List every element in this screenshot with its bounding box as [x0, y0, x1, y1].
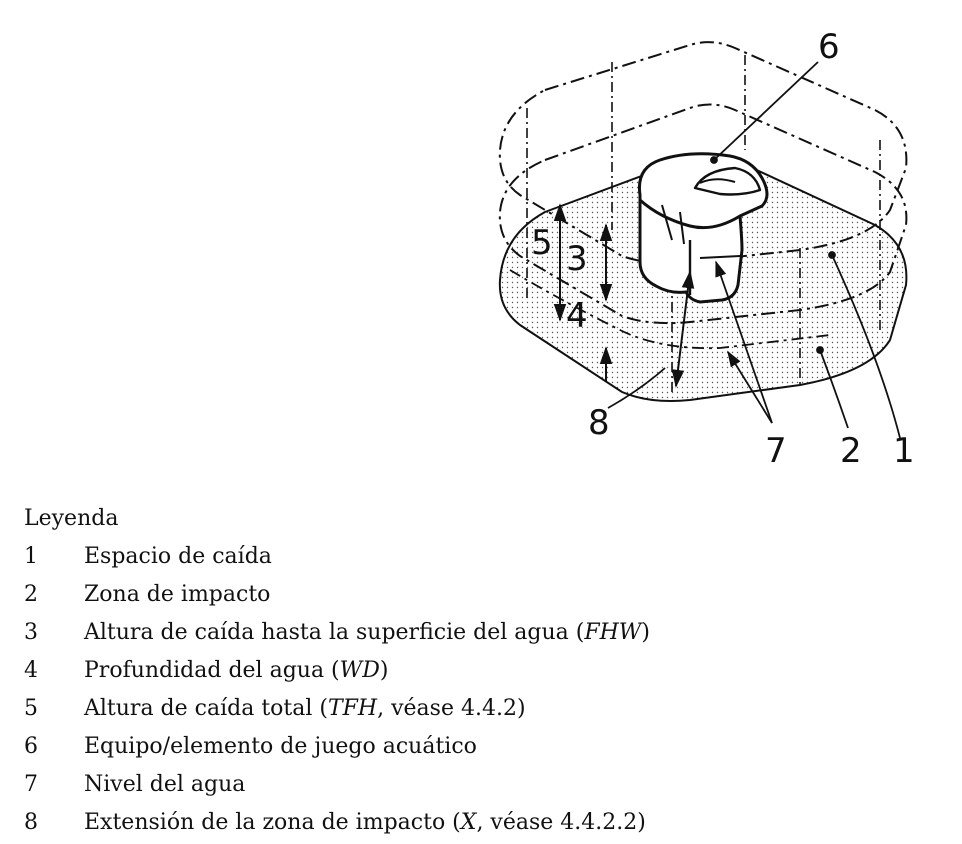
- legend-item-abbreviation: TFH: [327, 696, 378, 721]
- legend-item-abbreviation: FHW: [584, 620, 642, 645]
- legend-item-text: [84, 576, 944, 614]
- legend-item-text-part: Espacio de caída: [84, 544, 272, 569]
- legend-item-number: 3: [24, 620, 38, 645]
- legend-item: [24, 576, 944, 614]
- legend-item-text-part: Extensión de la zona de impacto (: [84, 810, 461, 835]
- legend-item: [24, 728, 944, 766]
- callout-1: 1: [893, 431, 915, 471]
- legend-item-text: [84, 538, 944, 576]
- legend-item: [24, 614, 944, 652]
- legend-item-text: [84, 728, 944, 766]
- legend-item-text: [84, 652, 944, 690]
- legend-item-text-part: , véase 4.4.2): [377, 696, 526, 721]
- legend-item-number: 1: [24, 544, 38, 569]
- callout-5: 5: [531, 223, 553, 263]
- callout-3: 3: [566, 239, 588, 279]
- legend-item-text-part: Altura de caída hasta la superficie del agua (: [84, 620, 585, 645]
- legend-item-number: 8: [24, 810, 38, 835]
- legend-item-text-part: Nivel del agua: [84, 772, 246, 797]
- legend-item-text-part: ): [379, 658, 389, 683]
- legend-item-text: [84, 614, 944, 652]
- legend-item-text-part: Altura de caída total (: [84, 696, 328, 721]
- legend-item: [24, 652, 944, 690]
- legend-item-text: [84, 690, 944, 728]
- legend-item-text-part: Profundidad del agua (: [84, 658, 340, 683]
- legend-item-number: 7: [24, 772, 38, 797]
- callout-4: 4: [566, 296, 588, 336]
- legend-item-number: 5: [24, 696, 38, 721]
- legend-item-number: 2: [24, 582, 38, 607]
- legend-item: [24, 690, 944, 728]
- legend-item-text-part: , véase 4.4.2.2): [476, 810, 646, 835]
- legend-item-text-part: Equipo/elemento de juego acuático: [84, 734, 477, 759]
- legend-title: Leyenda: [24, 506, 119, 531]
- legend-item: [24, 804, 944, 842]
- legend-item: [24, 538, 944, 576]
- callout-2: 2: [840, 431, 862, 471]
- callout-6: 6: [818, 27, 840, 67]
- legend-item: [24, 766, 944, 804]
- legend-item-number: 6: [24, 734, 38, 759]
- legend-list: [24, 538, 944, 842]
- legend: [24, 500, 944, 842]
- callout-8: 8: [588, 403, 610, 443]
- callout-7: 7: [765, 431, 787, 471]
- legend-item-text: [84, 766, 944, 804]
- legend-item-abbreviation: X: [460, 810, 477, 835]
- legend-item-number: 4: [24, 658, 38, 683]
- legend-item-text-part: ): [641, 620, 650, 645]
- legend-item-text-part: Zona de impacto: [84, 582, 271, 607]
- legend-item-text: [84, 804, 944, 842]
- legend-item-abbreviation: WD: [339, 658, 380, 683]
